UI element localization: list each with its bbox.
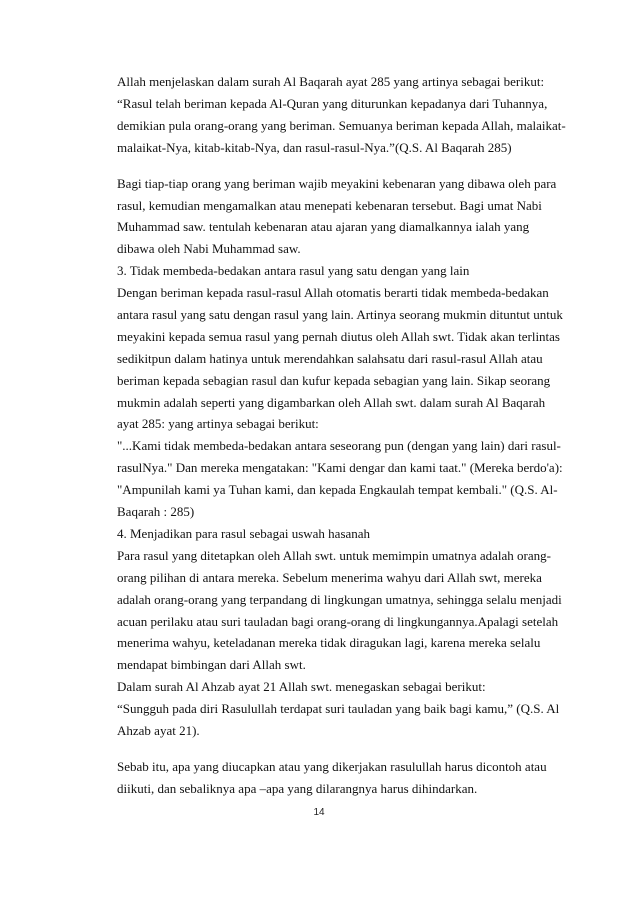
quote-line: “Sungguh pada diri Rasulullah terdapat suri tauladan yang baik bagi kamu,” (Q.S. Al — [117, 701, 560, 716]
quote-line: rasulNya." Dan mereka mengatakan: "Kami dengar dan kami taat." (Mereka berdo'a): — [117, 460, 563, 475]
body-text-line: antara rasul yang satu dengan rasul yang lain. Artinya seorang mukmin dituntut untuk — [117, 307, 563, 322]
page-number: 14 — [313, 807, 325, 818]
body-text-line: Allah menjelaskan dalam surah Al Baqarah ayat 285 yang artinya sebagai berikut: — [117, 74, 545, 89]
body-text-line: mendapat bimbingan dari Allah swt. — [117, 657, 306, 672]
body-text-line: ayat 285: yang artinya sebagai berikut: — [117, 416, 319, 431]
body-text-line: adalah orang-orang yang terpandang di lingkungan umatnya, sehingga selalu menjadi — [117, 592, 562, 607]
body-text-line: menerima wahyu, keteladanan mereka tidak diragukan lagi, karena mereka selalu — [117, 635, 541, 650]
body-text-line: sedikitpun dalam hatinya untuk merendahkan salahsatu dari rasul-rasul Allah atau — [117, 351, 543, 366]
body-text-line: “Rasul telah beriman kepada Al-Quran yang diturunkan kepadanya dari Tuhannya, — [117, 96, 548, 111]
body-text-line: acuan perilaku atau suri tauladan bagi orang-orang di lingkungannya.Apalagi setelah — [117, 614, 559, 629]
body-text-line: Bagi tiap-tiap orang yang beriman wajib meyakini kebenaran yang dibawa oleh para — [117, 176, 557, 191]
body-text-line: Sebab itu, apa yang diucapkan atau yang dikerjakan rasulullah harus dicontoh atau — [117, 759, 547, 774]
body-text-line: Dengan beriman kepada rasul-rasul Allah otomatis berarti tidak membeda-bedakan — [117, 285, 549, 300]
body-text-line: Muhammad saw. tentulah kebenaran atau ajaran yang diamalkannya ialah yang — [117, 219, 530, 234]
body-text-line: orang pilihan di antara mereka. Sebelum menerima wahyu dari Allah swt, mereka — [117, 570, 542, 585]
quote-line: "Ampunilah kami ya Tuhan kami, dan kepada Engkaulah tempat kembali." (Q.S. Al- — [117, 482, 558, 497]
quote-line: Baqarah : 285) — [117, 504, 195, 519]
body-text-line: demikian pula orang-orang yang beriman. Semuanya beriman kepada Allah, malaikat- — [117, 118, 566, 133]
section-heading: 4. Menjadikan para rasul sebagai uswah hasanah — [117, 526, 371, 541]
body-text-line: mukmin adalah seperti yang digambarkan oleh Allah swt. dalam surah Al Baqarah — [117, 395, 546, 410]
quote-line: Ahzab ayat 21). — [117, 723, 200, 738]
body-text-line: rasul, kemudian mengamalkan atau menepati kebenaran tersebut. Bagi umat Nabi — [117, 198, 542, 213]
body-text-line: meyakini kepada semua rasul yang pernah diutus oleh Allah swt. Tidak akan terlintas — [117, 329, 560, 344]
body-text-line: Para rasul yang ditetapkan oleh Allah swt. untuk memimpin umatnya adalah orang- — [117, 548, 551, 563]
body-text-line: dibawa oleh Nabi Muhammad saw. — [117, 241, 301, 256]
body-text-line: beriman kepada sebagian rasul dan kufur kepada sebagian yang lain. Sikap seorang — [117, 373, 551, 388]
quote-line: "...Kami tidak membeda-bedakan antara seseorang pun (dengan yang lain) dari rasul- — [117, 438, 561, 453]
body-text-line: diikuti, dan sebaliknya apa –apa yang dilarangnya harus dihindarkan. — [117, 781, 478, 796]
body-text-line: malaikat-Nya, kitab-kitab-Nya, dan rasul-rasul-Nya.”(Q.S. Al Baqarah 285) — [117, 140, 512, 155]
section-heading: 3. Tidak membeda-bedakan antara rasul yang satu dengan yang lain — [117, 263, 470, 278]
body-text-line: Dalam surah Al Ahzab ayat 21 Allah swt. menegaskan sebagai berikut: — [117, 679, 486, 694]
